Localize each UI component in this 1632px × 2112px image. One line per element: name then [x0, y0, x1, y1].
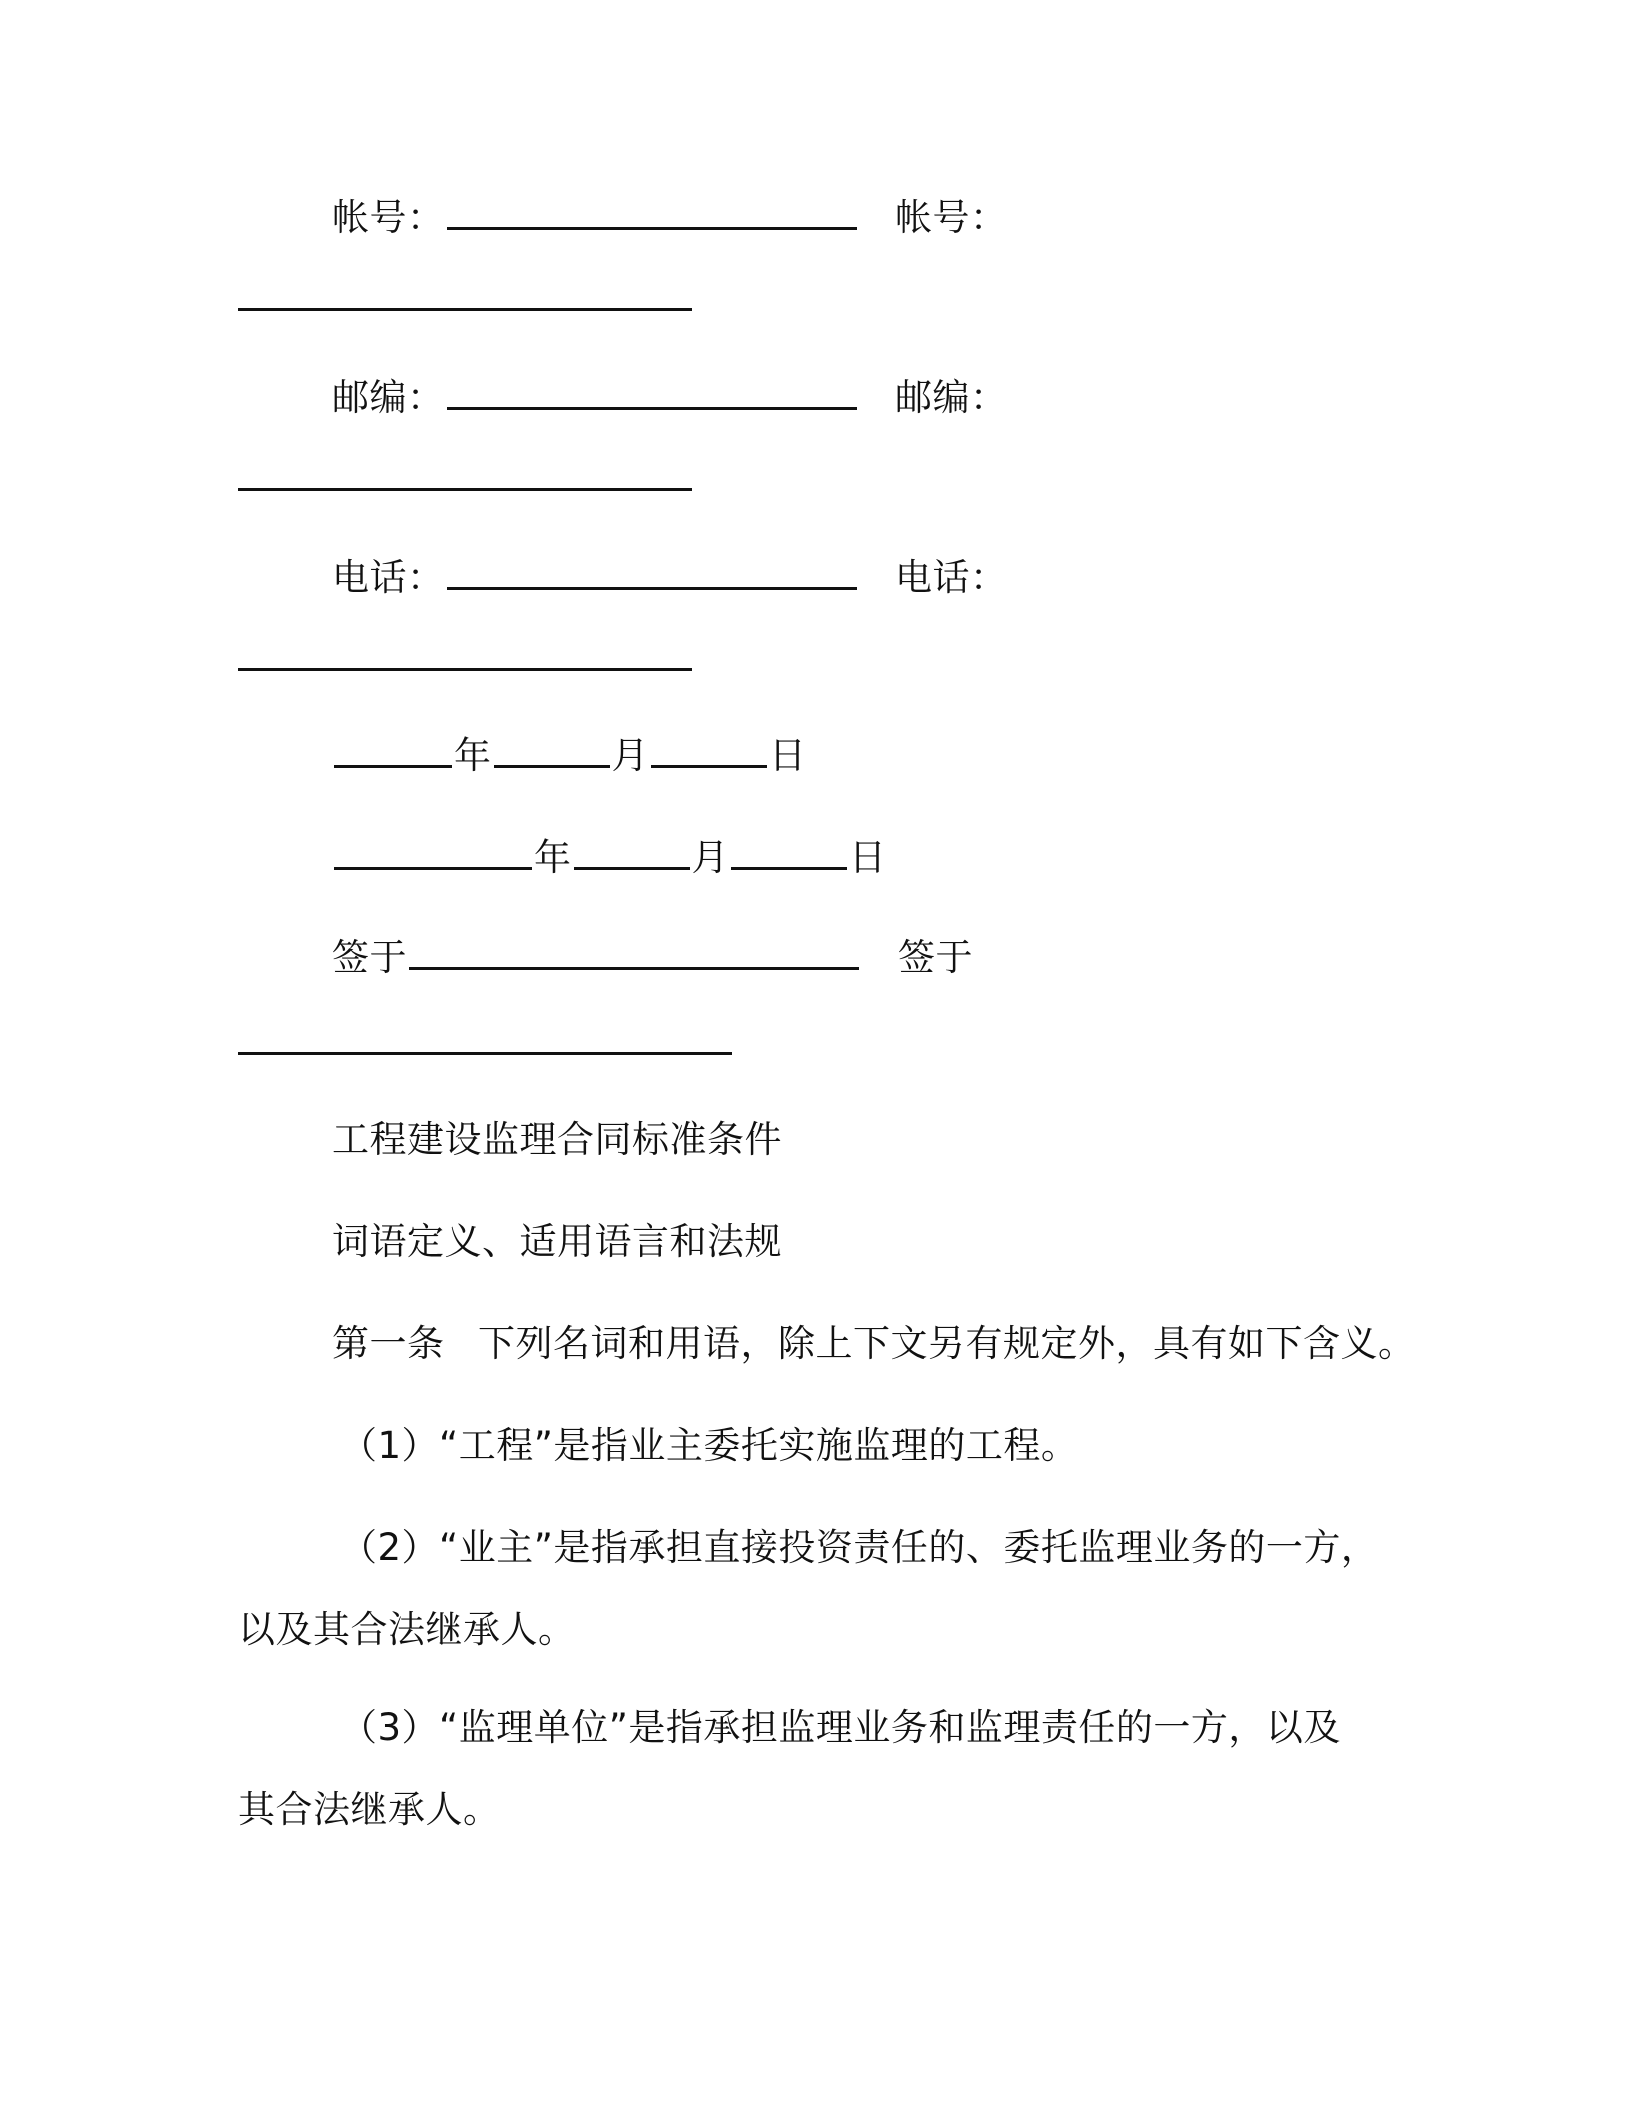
year-label-2: 年	[534, 836, 572, 879]
article-1-text: 下列名词和用语，除上下文另有规定外，具有如下含义。	[478, 1322, 1416, 1365]
date-row-2	[332, 836, 887, 880]
item-2-line-1: （2）“业主”是指承担直接投资责任的、委托监理业务的一方，	[340, 1526, 1379, 1569]
signed-at-label-left: 签于	[332, 936, 407, 979]
postcode-row	[332, 376, 859, 420]
postcode-blank-left[interactable]	[447, 377, 857, 410]
phone-row	[332, 556, 859, 600]
month-label-1: 月	[611, 734, 649, 777]
phone-label-right: 电话：	[895, 556, 1008, 599]
postcode-blank-right[interactable]	[238, 488, 692, 491]
account-row	[332, 196, 859, 240]
year-label-1: 年	[454, 734, 492, 777]
signed-at-label-right-wrap	[898, 936, 973, 980]
postcode-label-right: 邮编：	[895, 376, 1008, 419]
phone-label-left: 电话：	[332, 556, 445, 599]
account-label-left: 帐号：	[332, 196, 445, 239]
month-blank-1[interactable]	[494, 735, 610, 768]
postcode-label-right-wrap	[895, 376, 1008, 420]
item-2-line-2: 以及其合法继承人。	[238, 1608, 576, 1651]
signed-at-blank-left[interactable]	[409, 937, 859, 970]
day-label-1: 日	[769, 734, 807, 777]
item-3-line-1: （3）“监理单位”是指承担监理业务和监理责任的一方，以及	[340, 1706, 1341, 1749]
account-blank-left[interactable]	[447, 197, 857, 230]
day-blank-2[interactable]	[731, 837, 847, 870]
year-blank-2[interactable]	[334, 837, 532, 870]
item-1: （1）“工程”是指业主委托实施监理的工程。	[340, 1424, 1079, 1467]
month-label-2: 月	[691, 836, 729, 879]
phone-label-right-wrap	[895, 556, 1008, 600]
phone-blank-left[interactable]	[447, 557, 857, 590]
signed-at-label-right: 签于	[898, 936, 973, 979]
account-label-right: 帐号：	[895, 196, 1008, 239]
date-row-1	[332, 734, 807, 778]
item-3-line-2: 其合法继承人。	[238, 1788, 501, 1831]
phone-blank-right[interactable]	[238, 668, 692, 671]
day-blank-1[interactable]	[651, 735, 767, 768]
account-label-right-wrap	[895, 196, 1008, 240]
day-label-2: 日	[849, 836, 887, 879]
postcode-label-left: 邮编：	[332, 376, 445, 419]
account-blank-right[interactable]	[238, 308, 692, 311]
year-blank-1[interactable]	[334, 735, 452, 768]
signed-at-blank-right[interactable]	[238, 1052, 732, 1055]
section-heading: 词语定义、适用语言和法规	[332, 1220, 782, 1263]
conditions-title: 工程建设监理合同标准条件	[332, 1118, 782, 1161]
signed-at-row	[332, 936, 861, 980]
article-1-label: 第一条	[332, 1322, 445, 1365]
month-blank-2[interactable]	[574, 837, 690, 870]
